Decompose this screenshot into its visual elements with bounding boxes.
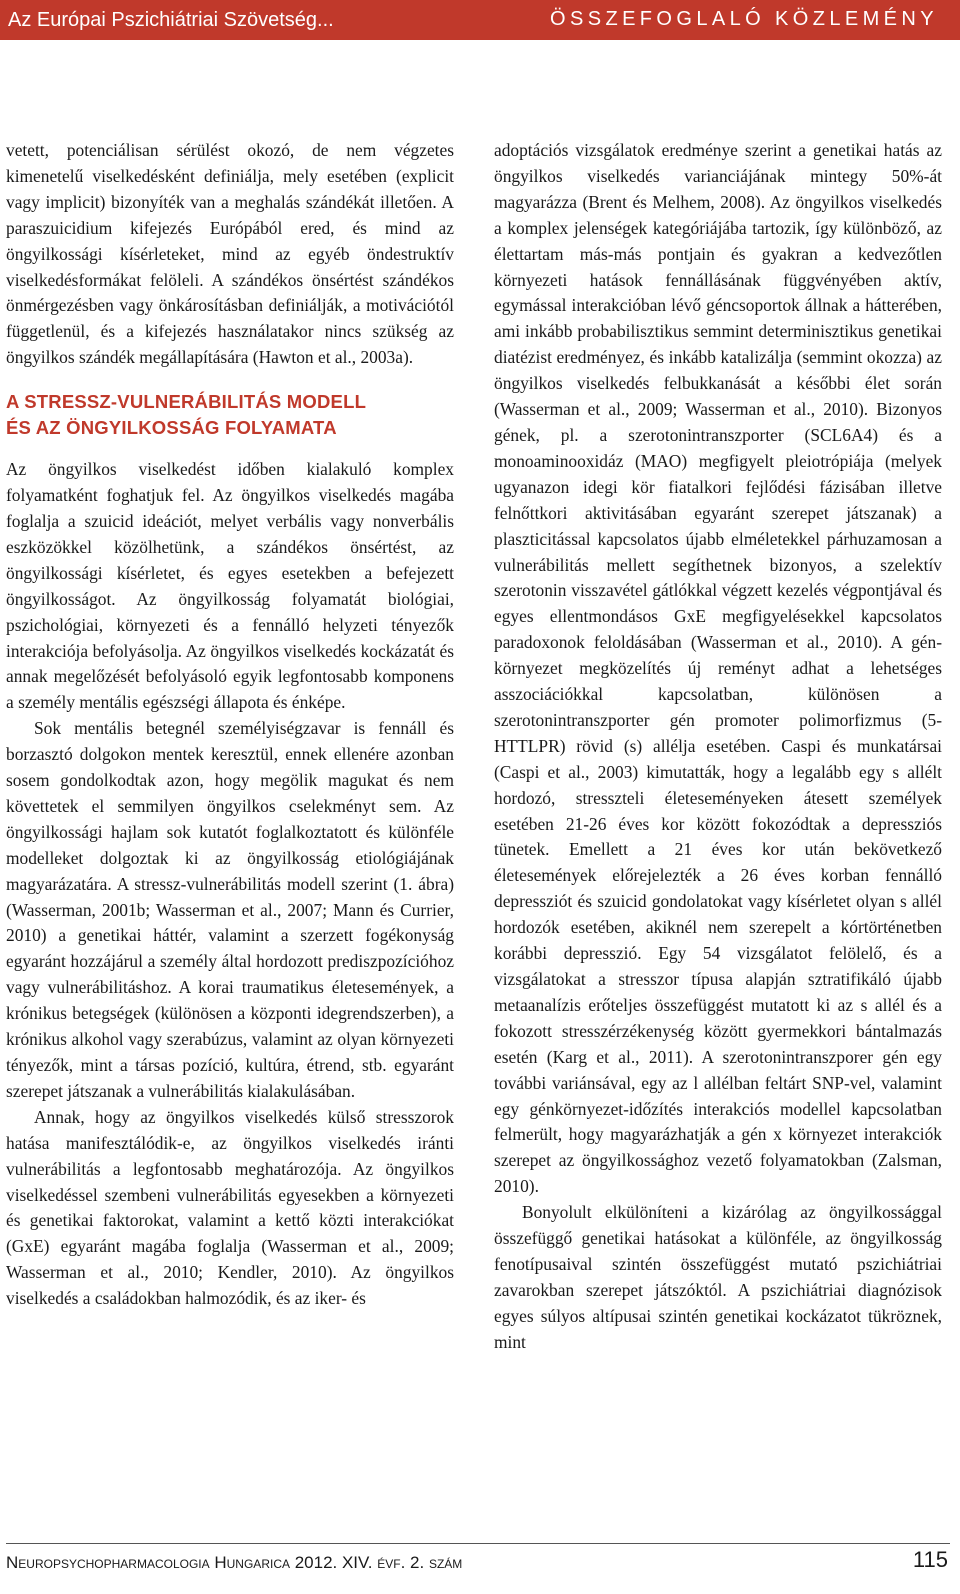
- right-column: [494, 138, 942, 1356]
- page-header: [0, 0, 960, 40]
- paragraph: vetett, potenciálisan sérülést okozó, de nem végzetes kimenetelű viselkedésként definiálja, mely esetében (explicit vagy implicit) bizonyíték van a meghalás szándékát illetően. A paraszuicidium kifejezés Európából ered, és mind az öngyilkossági kísérleteket, mind az egyéb öndestruktív viselkedésformákat felöleli. A szándékos önsértést szándékos önmérgezésben vagy önkárosításban definiálják, a motivációtól függetlenül, és a kifejezés használatakor nincs szükség az öngyilkos szándék megállapítására (Hawton et al., 2003a).: [6, 140, 454, 368]
- page-number: 115: [912, 1547, 948, 1572]
- paragraph: Sok mentális betegnél személyiségzavar is fennáll és borzasztó dolgokon mentek keresztül, ennek ellenére azonban sosem gondolkodtak azon, hogy megölik magukat és nem követtetek el semmilyen öngyilkos cselekményt sem. Az öngyilkossági hajlam sok kutatót foglalkoztatott és különféle modelleket dolgoztak ki az öngyilkosság etiológiájának magyarázatára. A stressz-vulnerábilitás modell szerint (1. ábra) (Wasserman, 2001b; Wasserman et al., 2007; Mann és Currier, 2010) a genetikai háttér, valamint a szerzett fogékonyság egyaránt hozzájárul a személy által hordozott prediszpozícióhoz vagy vulnerábilitáshoz. A korai traumatikus életesemények, a krónikus betegségek (különösen a központi idegrendszerben), a krónikus alkohol vagy szerabúzus, valamint az olyan környezeti tényezők, mint a társas pozíció, kultúra, étrend, stb. egyaránt szerepet játszanak a vulnerábilitás kialakulásában.: [6, 718, 454, 1101]
- article-type: ÖSSZEFOGLALÓ KÖZLEMÉNY: [550, 8, 938, 30]
- running-title: Az Európai Pszichiátriai Szövetség...: [8, 9, 334, 31]
- footer-divider: [6, 1543, 950, 1544]
- section-heading-line: ÉS AZ ÖNGYILKOSSÁG FOLYAMATA: [6, 417, 337, 439]
- paragraph: Annak, hogy az öngyilkos viselkedés külső stresszorok hatása manifesztálódik-e, az öngyilkos viselkedés iránti vulnerábilitás a legfontosabb meghatározója. Az öngyilkos viselkedéssel szembeni vulnerábilitás egyesekben a környezeti és genetikai faktorokat, valamint a kettő közti interakciókat (GxE) egyaránt magába foglalja (Wasserman et al., 2009; Wasserman et al., 2010; Kendler, 2010). Az öngyilkos viselkedés a családokban halmozódik, és az iker- és: [6, 1106, 454, 1309]
- paragraph: Bonyolult elkülöníteni a kizárólag az öngyilkossággal összefüggő genetikai hatásokat a különféle, az öngyilkosság fenotípusaival szintén összefüggést mutató pszichiátriai zavarokban szerepet játszóktól. A pszichiátriai diagnózisok egyes súlyos altípusai szintén genetikai kockázatot tükröznek, mint: [494, 1202, 942, 1352]
- paragraph: adoptációs vizsgálatok eredménye szerint a genetikai hatás az öngyilkos viselkedés varianciájának mintegy 50%-át magyarázza (Brent és Melhem, 2008). Az öngyilkos viselkedés a komplex jelenségek kategóriájába tartozik, így különböző, az élettartam más-más pontjain és gyakran a kedvezőtlen környezeti hatások fennállásának függvényében aktív, egymással interakcióban lévő géncsoportok állnak a hátterében, ami inkább probabilisztikus semmint determinisztikus genetikai diatézist eredményez, és inkább katalizálja (semmint okozza) az öngyilkos viselkedés felbukkanását a későbbi élet során (Wasserman et al., 2009; Wasserman et al., 2010). Bizonyos gének, pl. a szerotonintranszporter (SCL6A4) és a monoaminooxidáz (MAO) megfigyelt pleiotrópiája (melyek ugyanazon idegi kör fiatalkori fejlődési fázisában illetve felnőttkori aktivitásában egyaránt szerepet játszanak) a plaszticitással kapcsolatos újabb elméletekkel párhuzamosan a vulnerábilitás mellett segíthetnek bizonyos, a szelektív szerotonin visszavétel gátlókkal végzett kezelés végpontjával és egyes ellentmondásos GxE megfigyelésekkel kapcsolatos paradoxonok feloldásában (Wasserman et al., 2010). A gén-környezet megközelítés új reményt adhat a lehetséges asszociációkkal kapcsolatban, különösen a szerotonintranszporter gén promoter polimorfizmus (5-HTTLPR) rövid (s) allélja esetében. Caspi és munkatársai (Caspi et al., 2003) kimutatták, hogy a legalább egy s allélt hordozó, stresszteli életeseményeken átesett személyek esetében 21-26 éves kor között fokozódtak a depressziós tünetek. Emellett a 21 éves kor után bekövetkező életesemények előrejelezték a 26 éves korban fennálló depressziót és szuicid gondolatokat vagy kísérletet olyan s allél hordozók esetében, akiknél nem szerepelt a kórtörténetben korábbi depresszió. Egy 54 vizsgálatot felölelő, és a vizsgálatokat a stresszor típusa alapján sztratifikáló újabb metaanalízis erőteljes összefüggést mutatott ki az s allél és a fokozott stresszérzékenység között gyermekkori bántalmazás esetén (Karg et al., 2011). A szerotonintranszporer gén egy további variánsával, egy az l allélban feltárt SNP-vel, valamint egy génkörnyezet-időzítés interakciós modellel kapcsolatban felmerült, hogy magyarázhatják a gén x környezet interakciók szerepet az öngyilkossághoz vezető folyamatokban (Zalsman, 2010).: [494, 140, 942, 1197]
- section-heading-line: A STRESSZ-VULNERÁBILITÁS MODELL: [6, 391, 367, 413]
- left-column: [6, 138, 454, 1312]
- paragraph: Az öngyilkos viselkedést időben kialakuló komplex folyamatként foghatjuk fel. Az öngyilkos viselkedés magába foglalja a szuicid ideációt, melyet verbális vagy nonverbális eszközökkel közölhetünk, a szándékos önsértést, az öngyilkossági kísérletet, és egyes esetekben a befejezett öngyilkosságot. Az öngyilkosság folyamatát biológiai, pszichológiai, környezeti és a fennálló helyzeti tényezők interakciója befolyásolja. Az öngyilkos viselkedés kockázatát és annak megelőzését befolyásoló egyik legfontosabb komponens a személy mentális egészségi állapota és énképe.: [6, 459, 454, 713]
- section-heading: [6, 389, 454, 441]
- journal-citation: Neuropsychopharmacologia Hungarica 2012. XIV. évf. 2. szám: [6, 1553, 463, 1572]
